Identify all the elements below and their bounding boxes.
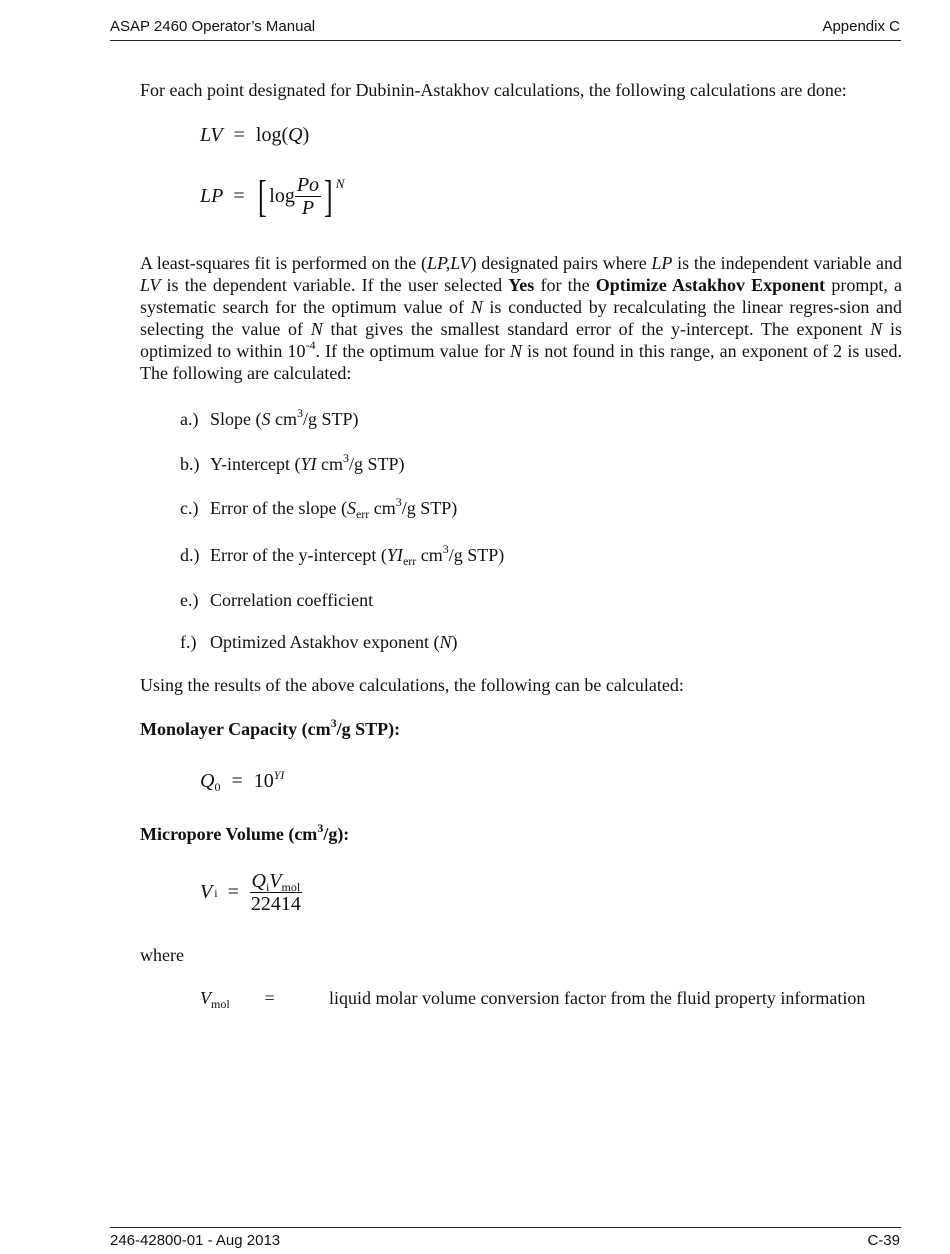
eq-lv-fn: log [255, 124, 282, 146]
intro-text: For each point designated for Dubinin-Astakhov calculations, the following calculations are done: [140, 80, 847, 100]
footer-rule [110, 1227, 901, 1228]
list-item: d.) Error of the y-intercept ($YI_{err}$ $cm^3/g$ STP) [180, 542, 505, 568]
footer-page-number: C-39 [867, 1232, 900, 1249]
list-item: f.) Optimized Astakhov exponent (N) [180, 632, 458, 652]
eq-lp-den: P [301, 197, 315, 219]
list-item: a.) Slope (S $cm^3/g$ STP) [180, 406, 359, 429]
where-label: where [140, 945, 184, 965]
micropore-heading: Micropore Volume $(cm^3/g)$: [140, 821, 350, 844]
eq-lp-equals: = [233, 185, 245, 207]
eq-lp-lhs: LP [200, 185, 224, 207]
header-rule [110, 40, 901, 41]
header-section: Appendix C [822, 18, 900, 35]
equation-lv: LV = log(Q) [200, 124, 310, 146]
equation-lp: LP = [ log $\frac{Po}{P}$ ] N [200, 171, 345, 221]
eq-lp-num: Po [296, 174, 320, 196]
list-item: c.) Error of the slope ($S_{err}$ $cm^3/g$ STP) [180, 495, 458, 521]
equation-monolayer: $Q_0 = 10^{YI}$ [200, 768, 285, 794]
header-title: ASAP 2460 Operator’s Manual [110, 18, 316, 35]
eq-lp-fn: log [269, 185, 295, 207]
eq-lv-equals: = [233, 124, 245, 146]
equation-micropore: V i = $\frac{Q_iV_{mol}}{22414}$ [200, 870, 301, 915]
definition-row: $V_{mol}$ = liquid molar volume conversion factor from the fluid property information [200, 988, 866, 1011]
regression-paragraph: A least-squares fit is performed on the (LP,LV) designated pairs where LP is the independent variable and LV is the dependent variable. If the user selected Yes for the Optimize Astakhov Exponent prompt, a systematic search for the optimum value of N is conducted by recalculating the linear regres-sion and selecting the value of N that gives the smallest standard error of the y-intercept. The exponent N is optimized to within $10^{-4}$. If the optimum value for N is not found in this range, an exponent of 2 is used. The following are calculated: [140, 253, 903, 383]
eq-q0-lhs: Q [200, 770, 215, 792]
eq-lv-arg: Q [288, 124, 303, 146]
results-intro-text: Using the results of the above calculations, the following can be calculated: [140, 675, 684, 695]
list-item: e.) Correlation coefficient [180, 590, 374, 610]
list-item: b.) Y-intercept (YI $cm^3/g$ STP) [180, 451, 405, 474]
monolayer-heading: Monolayer Capacity ($cm^3/g$ STP): [140, 716, 401, 739]
eq-lp-fraction [295, 174, 321, 219]
eq-lp-exp: N [335, 176, 345, 191]
eq-vi-fraction: $\frac{Q_iV_{mol}}{22414}$ [250, 870, 301, 915]
footer-doc-number: 246-42800-01 - Aug 2013 [110, 1232, 281, 1249]
eq-lv-lhs: LV [200, 124, 223, 146]
